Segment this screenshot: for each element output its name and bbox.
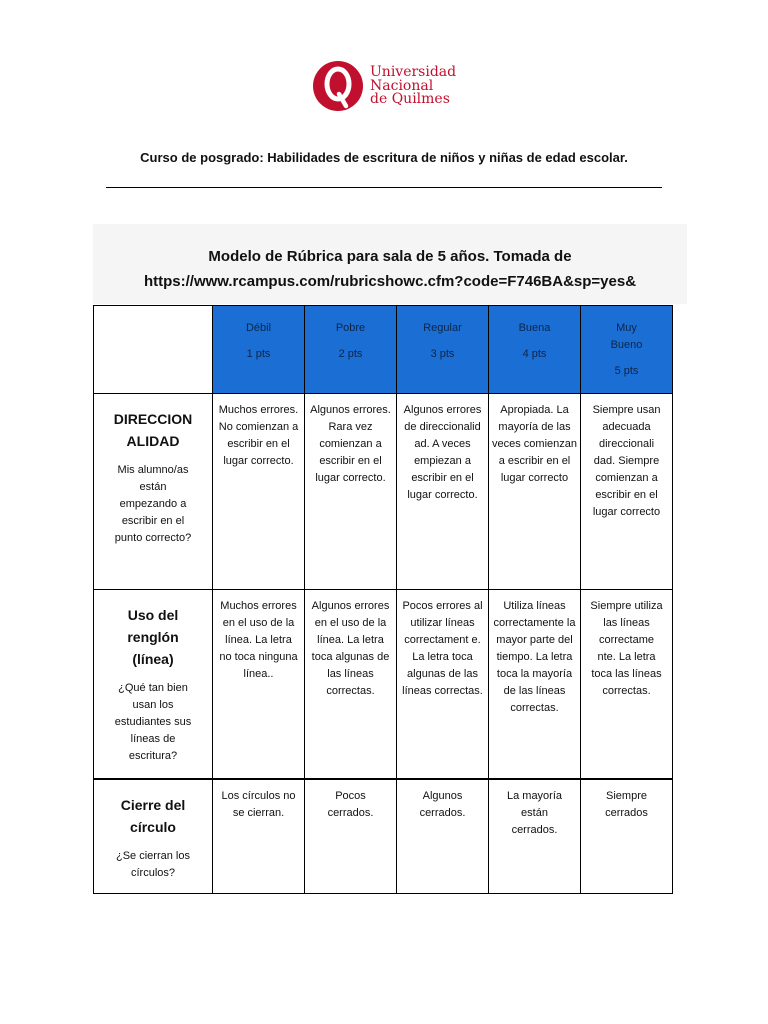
level-points: 1 pts [246, 348, 271, 360]
rubric-cell: La mayoría están cerrados. [489, 779, 581, 894]
rubric-cell: Muchos errores. No comienzan a escribir en el lugar correcto. [213, 394, 305, 590]
rubric-title-band [93, 224, 687, 304]
table-header-row [94, 306, 673, 394]
university-logo [312, 60, 472, 112]
rubric-cell: Algunos errores de direccionalid ad. A veces empiezan a escribir en el lugar correcto. [397, 394, 489, 590]
rubric-cell: Utiliza líneas correctamente la mayor parte del tiempo. La letra toca la mayoría de las líneas correctas. [489, 590, 581, 779]
rubric-cell: Los círculos no se cierran. [213, 779, 305, 894]
level-header-4 [489, 306, 581, 394]
table-row [94, 779, 673, 894]
level-header-3 [397, 306, 489, 394]
level-points: 5 pts [614, 365, 639, 377]
rubric-cell: Pocos errores al utilizar líneas correctament e. La letra toca algunas de las líneas correctas. [397, 590, 489, 779]
criterion-question: ¿Se cierran los círculos? [116, 849, 190, 879]
rubric-title-line-1: Modelo de Rúbrica para sala de 5 años. Tomada de [208, 248, 572, 265]
criterion-title: Uso del renglón (línea) [127, 607, 179, 667]
rubric-table [93, 305, 673, 894]
logo-wordmark [370, 66, 456, 107]
level-header-1 [213, 306, 305, 394]
rubric-cell: Algunos cerrados. [397, 779, 489, 894]
header-empty-cell [94, 306, 213, 394]
logo-line-2: Nacional [370, 77, 434, 94]
table-row [94, 394, 673, 590]
level-header-2 [305, 306, 397, 394]
criterion-title: DIRECCION ALIDAD [113, 411, 193, 449]
criterion-question: Mis alumno/as están empezando a escribir en el punto correcto? [114, 464, 192, 544]
logo-line-1: Universidad [370, 64, 457, 80]
rubric-cell: Muchos errores en el uso de la línea. La letra no toca ninguna línea.. [213, 590, 305, 779]
level-header-5 [581, 306, 673, 394]
criterion-question: ¿Qué tan bien usan los estudiantes sus líneas de escritura? [114, 682, 192, 762]
level-name: Muy Bueno [610, 322, 643, 351]
rubric-cell: Algunos errores en el uso de la línea. La letra toca algunas de las líneas correctas. [305, 590, 397, 779]
rubric-cell: Siempre cerrados [581, 779, 673, 894]
quilmes-q-logo-icon [312, 60, 364, 112]
level-name: Débil [245, 322, 272, 334]
table-row [94, 590, 673, 779]
rubric-cell: Apropiada. La mayoría de las veces comienzan a escribir en el lugar correcto [489, 394, 581, 590]
criterion-cell [94, 779, 213, 894]
level-name: Pobre [335, 322, 366, 334]
rubric-cell: Pocos cerrados. [305, 779, 397, 894]
criterion-cell [94, 590, 213, 779]
level-points: 4 pts [522, 348, 547, 360]
level-name: Buena [518, 322, 551, 334]
divider-line [106, 187, 662, 188]
level-name: Regular [423, 322, 462, 334]
logo-line-3: de Quilmes [370, 91, 450, 107]
rubric-cell: Algunos errores. Rara vez comienzan a escribir en el lugar correcto. [305, 394, 397, 590]
criterion-cell [94, 394, 213, 590]
level-points: 3 pts [430, 348, 455, 360]
rubric-cell: Siempre usan adecuada direccionali dad. Siempre comienzan a escribir en el lugar correcto [581, 394, 673, 590]
level-points: 2 pts [338, 348, 363, 360]
criterion-title: Cierre del círculo [120, 796, 186, 835]
rubric-title-source-url: https://www.rcampus.com/rubricshowc.cfm?code=F746BA&sp=yes& [143, 273, 637, 290]
rubric-cell: Siempre utiliza las líneas correctame nte. La letra toca las líneas correctas. [581, 590, 673, 779]
course-title: Curso de posgrado: Habilidades de escritura de niños y niñas de edad escolar. [140, 150, 628, 165]
